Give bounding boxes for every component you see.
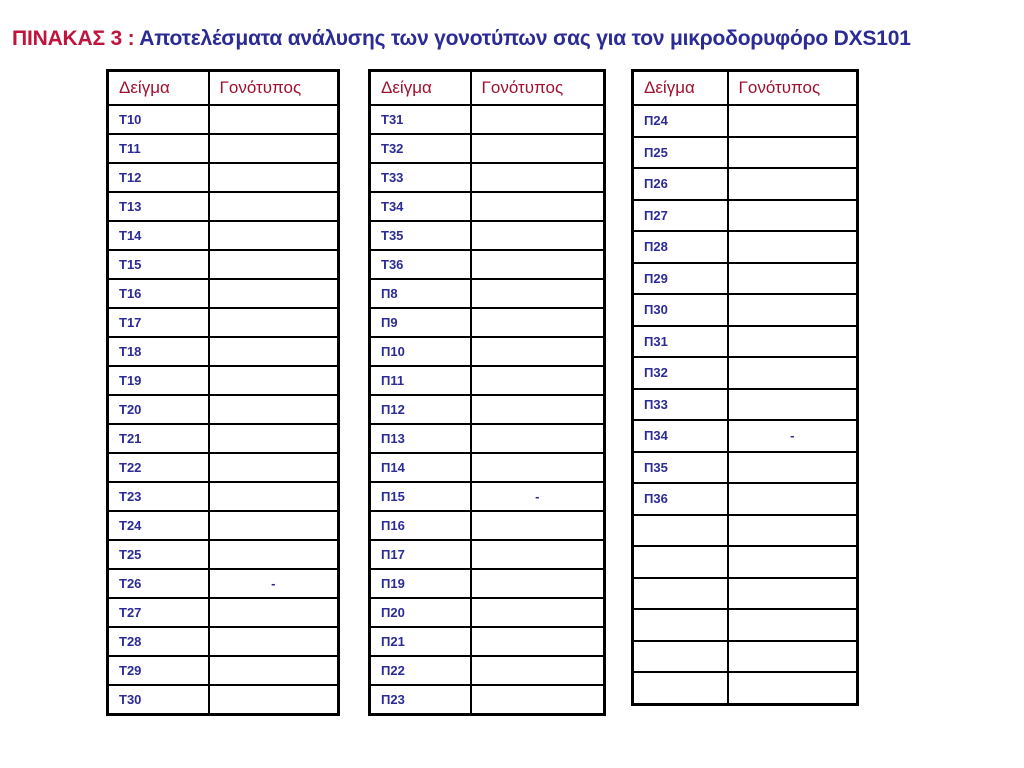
sample-cell: Π35: [633, 452, 728, 484]
sample-cell: Π11: [370, 366, 471, 395]
genotype-cell: [471, 569, 605, 598]
header-sample: Δείγμα: [370, 71, 471, 106]
genotype-cell: [728, 641, 858, 673]
table-row: [370, 656, 605, 685]
genotype-cell: [728, 578, 858, 610]
sample-cell: Τ16: [108, 279, 209, 308]
genotype-cell: [728, 483, 858, 515]
genotype-cell: [471, 105, 605, 134]
table-row: [633, 515, 858, 547]
sample-cell: Τ32: [370, 134, 471, 163]
genotype-cell: [471, 192, 605, 221]
genotype-table-3: [631, 69, 859, 706]
sample-cell: Τ23: [108, 482, 209, 511]
genotype-cell: [209, 105, 339, 134]
table-row: [108, 540, 339, 569]
header-sample: Δείγμα: [633, 71, 728, 106]
table-row: [108, 598, 339, 627]
header-sample: Δείγμα: [108, 71, 209, 106]
sample-cell: Τ14: [108, 221, 209, 250]
genotype-cell: [209, 424, 339, 453]
genotype-cell: [471, 453, 605, 482]
table-row: [370, 685, 605, 715]
genotype-cell: [209, 685, 339, 715]
sample-cell: Π31: [633, 326, 728, 358]
sample-cell: Π10: [370, 337, 471, 366]
table-row: [633, 326, 858, 358]
table-row: [108, 511, 339, 540]
table-row: [633, 168, 858, 200]
genotype-cell: [471, 308, 605, 337]
table-row: [633, 105, 858, 137]
table-row: [633, 641, 858, 673]
table-row: [633, 578, 858, 610]
table-row: [633, 263, 858, 295]
table-row: [633, 420, 858, 452]
genotype-cell: [471, 250, 605, 279]
table-row: [633, 137, 858, 169]
table-row: [633, 546, 858, 578]
genotype-cell: [471, 366, 605, 395]
table-row: [633, 389, 858, 421]
genotype-cell: [471, 598, 605, 627]
sample-cell: Π12: [370, 395, 471, 424]
sample-cell: Τ25: [108, 540, 209, 569]
sample-cell: Τ13: [108, 192, 209, 221]
sample-cell: Τ21: [108, 424, 209, 453]
table-row: [108, 482, 339, 511]
table-row: [370, 395, 605, 424]
table-row: [108, 685, 339, 715]
genotype-table-2: [368, 69, 606, 716]
table-row: [108, 250, 339, 279]
sample-cell: [633, 672, 728, 704]
genotype-table-1: [106, 69, 340, 716]
table-row: [108, 424, 339, 453]
sample-cell: Π25: [633, 137, 728, 169]
genotype-cell: -: [209, 569, 339, 598]
sample-cell: Π17: [370, 540, 471, 569]
table-row: [633, 609, 858, 641]
table-row: [370, 482, 605, 511]
sample-cell: Τ29: [108, 656, 209, 685]
table-row: [370, 569, 605, 598]
sample-cell: [633, 515, 728, 547]
sample-cell: Π13: [370, 424, 471, 453]
table-row: [633, 294, 858, 326]
genotype-cell: [728, 137, 858, 169]
sample-cell: Τ35: [370, 221, 471, 250]
genotype-cell: [728, 672, 858, 704]
table-row: [370, 105, 605, 134]
table-row: [370, 163, 605, 192]
table-row: [108, 366, 339, 395]
genotype-cell: [209, 192, 339, 221]
table-row: [108, 221, 339, 250]
sample-cell: [633, 609, 728, 641]
table-row: [108, 627, 339, 656]
sample-cell: Π8: [370, 279, 471, 308]
sample-cell: Τ15: [108, 250, 209, 279]
sample-cell: Π30: [633, 294, 728, 326]
genotype-cell: [728, 326, 858, 358]
sample-cell: Τ33: [370, 163, 471, 192]
genotype-cell: [209, 627, 339, 656]
title-prefix: ΠΙΝΑΚΑΣ 3 :: [12, 27, 140, 50]
sample-cell: Π28: [633, 231, 728, 263]
sample-cell: [633, 578, 728, 610]
genotype-cell: [471, 134, 605, 163]
table-row: [633, 483, 858, 515]
table-row: [108, 134, 339, 163]
genotype-cell: [209, 598, 339, 627]
header-genotype: Γονότυπος: [209, 71, 339, 106]
genotype-cell: [209, 395, 339, 424]
table-row: [370, 598, 605, 627]
table-row: [108, 279, 339, 308]
sample-cell: Τ31: [370, 105, 471, 134]
sample-cell: Π26: [633, 168, 728, 200]
sample-cell: Π16: [370, 511, 471, 540]
table-row: [108, 192, 339, 221]
genotype-cell: [728, 200, 858, 232]
sample-cell: Π36: [633, 483, 728, 515]
table-row: [108, 337, 339, 366]
sample-cell: Π20: [370, 598, 471, 627]
genotype-cell: [471, 163, 605, 192]
table-row: [108, 105, 339, 134]
sample-cell: Τ34: [370, 192, 471, 221]
genotype-cell: [209, 482, 339, 511]
sample-cell: Π23: [370, 685, 471, 715]
genotype-cell: [209, 221, 339, 250]
table-row: [633, 452, 858, 484]
sample-cell: Τ36: [370, 250, 471, 279]
genotype-cell: [209, 337, 339, 366]
table-row: [370, 337, 605, 366]
table-row: [108, 656, 339, 685]
sample-cell: [633, 546, 728, 578]
sample-cell: Τ17: [108, 308, 209, 337]
genotype-cell: [209, 453, 339, 482]
page-title: [12, 27, 911, 51]
genotype-cell: [471, 540, 605, 569]
header-genotype: Γονότυπος: [728, 71, 858, 106]
table-row: [108, 163, 339, 192]
table-row: [108, 569, 339, 598]
sample-cell: Τ24: [108, 511, 209, 540]
genotype-cell: [471, 656, 605, 685]
sample-cell: Π21: [370, 627, 471, 656]
sample-cell: Π32: [633, 357, 728, 389]
genotype-cell: [209, 366, 339, 395]
sample-cell: Π22: [370, 656, 471, 685]
table-row: [370, 511, 605, 540]
sample-cell: Τ12: [108, 163, 209, 192]
table-row: [633, 672, 858, 704]
table-row: [370, 627, 605, 656]
table-row: [370, 221, 605, 250]
genotype-cell: [728, 263, 858, 295]
genotype-cell: [728, 231, 858, 263]
table-header-row: [108, 71, 339, 106]
sample-cell: Τ11: [108, 134, 209, 163]
genotype-cell: [471, 221, 605, 250]
genotype-cell: [209, 250, 339, 279]
sample-cell: Τ10: [108, 105, 209, 134]
sample-cell: Τ28: [108, 627, 209, 656]
genotype-cell: [471, 685, 605, 715]
table-row: [370, 134, 605, 163]
genotype-cell: [728, 105, 858, 137]
sample-cell: Τ27: [108, 598, 209, 627]
table-row: [633, 200, 858, 232]
genotype-cell: [209, 279, 339, 308]
genotype-cell: [728, 515, 858, 547]
sample-cell: Π27: [633, 200, 728, 232]
sample-cell: Τ26: [108, 569, 209, 598]
table-row: [633, 231, 858, 263]
genotype-cell: -: [471, 482, 605, 511]
title-text: Αποτελέσματα ανάλυσης των γονοτύπων σας για τον μικροδορυφόρο DXS101: [139, 27, 911, 50]
genotype-cell: [728, 609, 858, 641]
sample-cell: Π19: [370, 569, 471, 598]
table-row: [370, 540, 605, 569]
sample-cell: Π24: [633, 105, 728, 137]
genotype-cell: [471, 511, 605, 540]
genotype-cell: [728, 168, 858, 200]
sample-cell: Π15: [370, 482, 471, 511]
genotype-cell: [471, 395, 605, 424]
genotype-cell: [471, 627, 605, 656]
table-row: [370, 366, 605, 395]
sample-cell: Π34: [633, 420, 728, 452]
table-header-row: [370, 71, 605, 106]
genotype-cell: [209, 656, 339, 685]
genotype-cell: [471, 279, 605, 308]
genotype-cell: [209, 134, 339, 163]
table-row: [633, 357, 858, 389]
genotype-cell: [471, 424, 605, 453]
genotype-cell: [471, 337, 605, 366]
genotype-cell: [728, 546, 858, 578]
table-row: [370, 308, 605, 337]
genotype-cell: [209, 540, 339, 569]
sample-cell: Τ19: [108, 366, 209, 395]
sample-cell: Π9: [370, 308, 471, 337]
table-row: [370, 250, 605, 279]
sample-cell: Π29: [633, 263, 728, 295]
sample-cell: [633, 641, 728, 673]
sample-cell: Τ22: [108, 453, 209, 482]
genotype-cell: [728, 294, 858, 326]
sample-cell: Τ18: [108, 337, 209, 366]
genotype-cell: [728, 389, 858, 421]
genotype-cell: [728, 452, 858, 484]
sample-cell: Π33: [633, 389, 728, 421]
table-header-row: [633, 71, 858, 106]
genotype-cell: [209, 511, 339, 540]
sample-cell: Τ30: [108, 685, 209, 715]
genotype-cell: [209, 308, 339, 337]
table-row: [370, 453, 605, 482]
table-row: [108, 453, 339, 482]
genotype-cell: [209, 163, 339, 192]
header-genotype: Γονότυπος: [471, 71, 605, 106]
table-row: [108, 395, 339, 424]
table-row: [370, 279, 605, 308]
genotype-cell: [728, 357, 858, 389]
sample-cell: Π14: [370, 453, 471, 482]
table-row: [108, 308, 339, 337]
table-row: [370, 424, 605, 453]
sample-cell: Τ20: [108, 395, 209, 424]
table-row: [370, 192, 605, 221]
genotype-cell: -: [728, 420, 858, 452]
